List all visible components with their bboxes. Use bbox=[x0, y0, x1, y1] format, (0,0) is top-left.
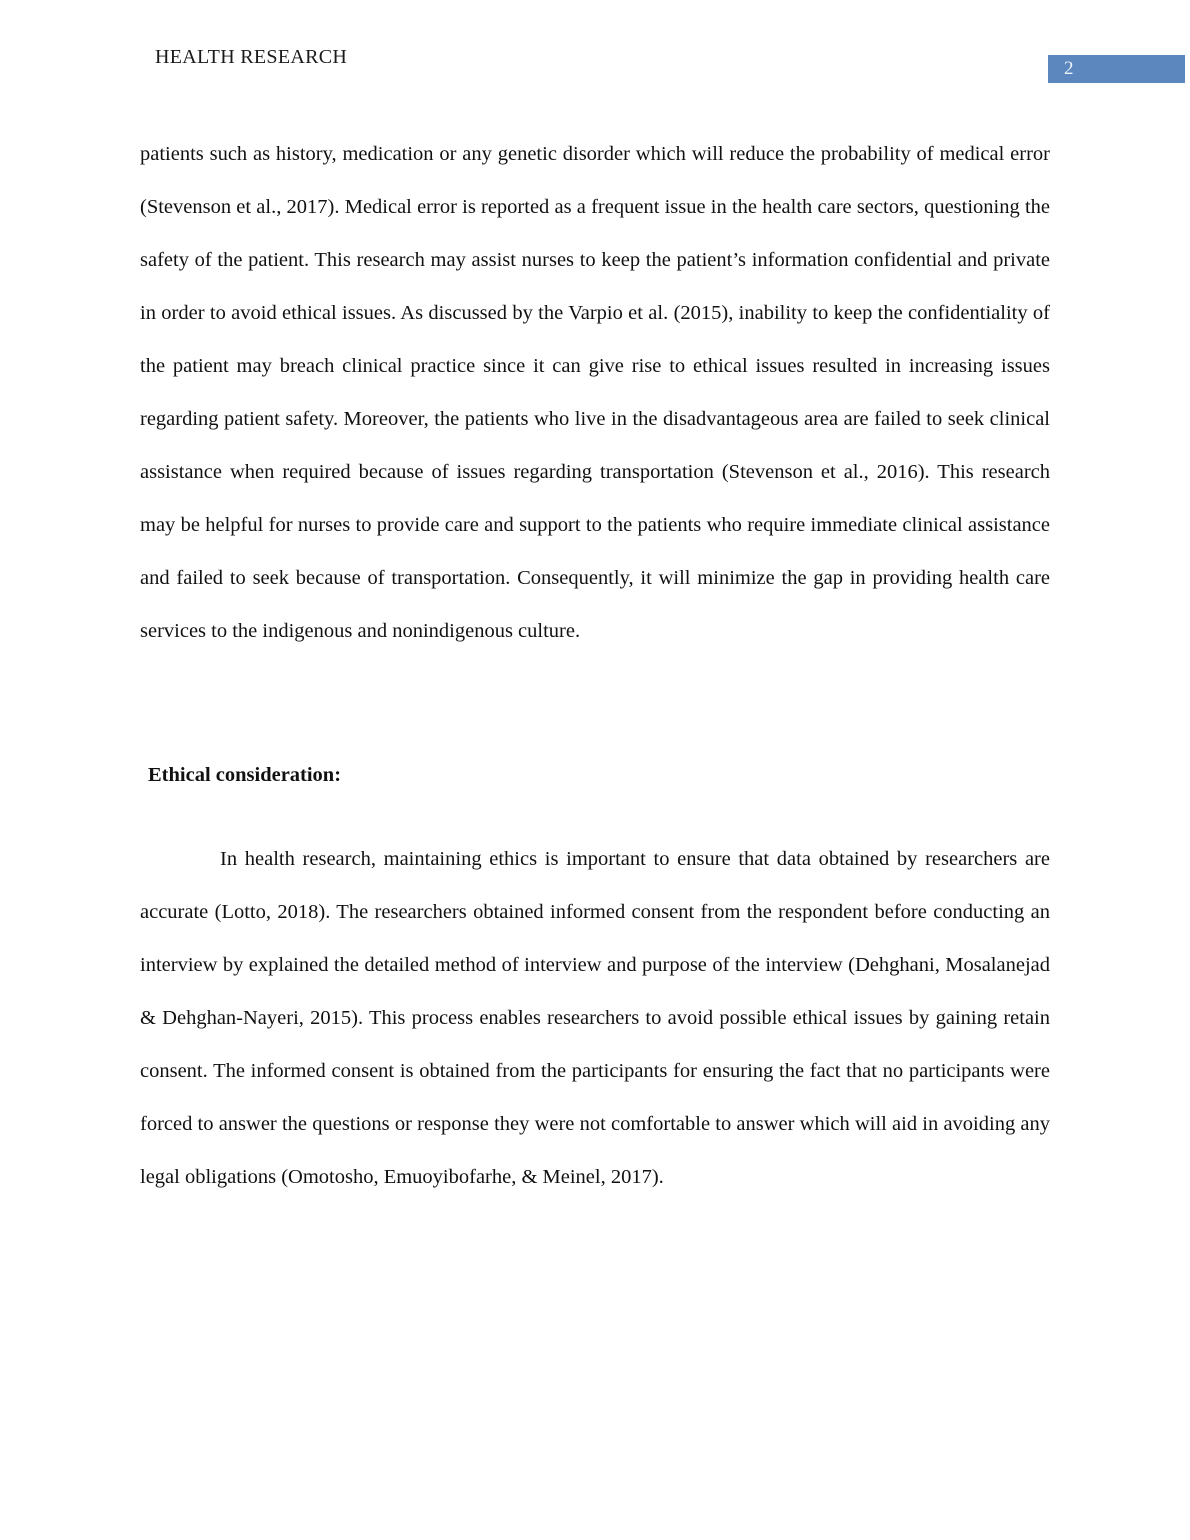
document-body bbox=[140, 128, 1050, 1204]
page-number-box bbox=[1048, 55, 1185, 83]
page-number: 2 bbox=[1064, 58, 1074, 79]
paragraph-medical-error: patients such as history, medication or any genetic disorder which will reduce the probability of medical error (Stevenson et al., 2017). Medical error is reported as a frequent issue in the health care sectors, questioning the safety of the patient. This research may assist nurses to keep the patient’s information confidential and private in order to avoid ethical issues. As discussed by the Varpio et al. (2015), inability to keep the confidentiality of the patient may breach clinical practice since it can give rise to ethical issues resulted in increasing issues regarding patient safety. Moreover, the patients who live in the disadvantageous area are failed to seek clinical assistance when required because of issues regarding transportation (Stevenson et al., 2016). This research may be helpful for nurses to provide care and support to the patients who require immediate clinical assistance and failed to seek because of transportation. Consequently, it will minimize the gap in providing health care services to the indigenous and nonindigenous culture. bbox=[140, 143, 1050, 642]
running-head: HEALTH RESEARCH bbox=[155, 46, 348, 68]
page-header bbox=[155, 46, 1190, 86]
section-heading-ethical-consideration: Ethical consideration: bbox=[148, 764, 342, 786]
paragraph-ethical-consideration: In health research, maintaining ethics is important to ensure that data obtained by researchers are accurate (Lotto, 2018). The researchers obtained informed consent from the respondent before conducting an interview by explained the detailed method of interview and purpose of the interview (Dehghani, Mosalanejad & Dehghan-Nayeri, 2015). This process enables researchers to avoid possible ethical issues by gaining retain consent. The informed consent is obtained from the participants for ensuring the fact that no participants were forced to answer the questions or response they were not comfortable to answer which will aid in avoiding any legal obligations (Omotosho, Emuoyibofarhe, & Meinel, 2017). bbox=[140, 848, 1050, 1188]
